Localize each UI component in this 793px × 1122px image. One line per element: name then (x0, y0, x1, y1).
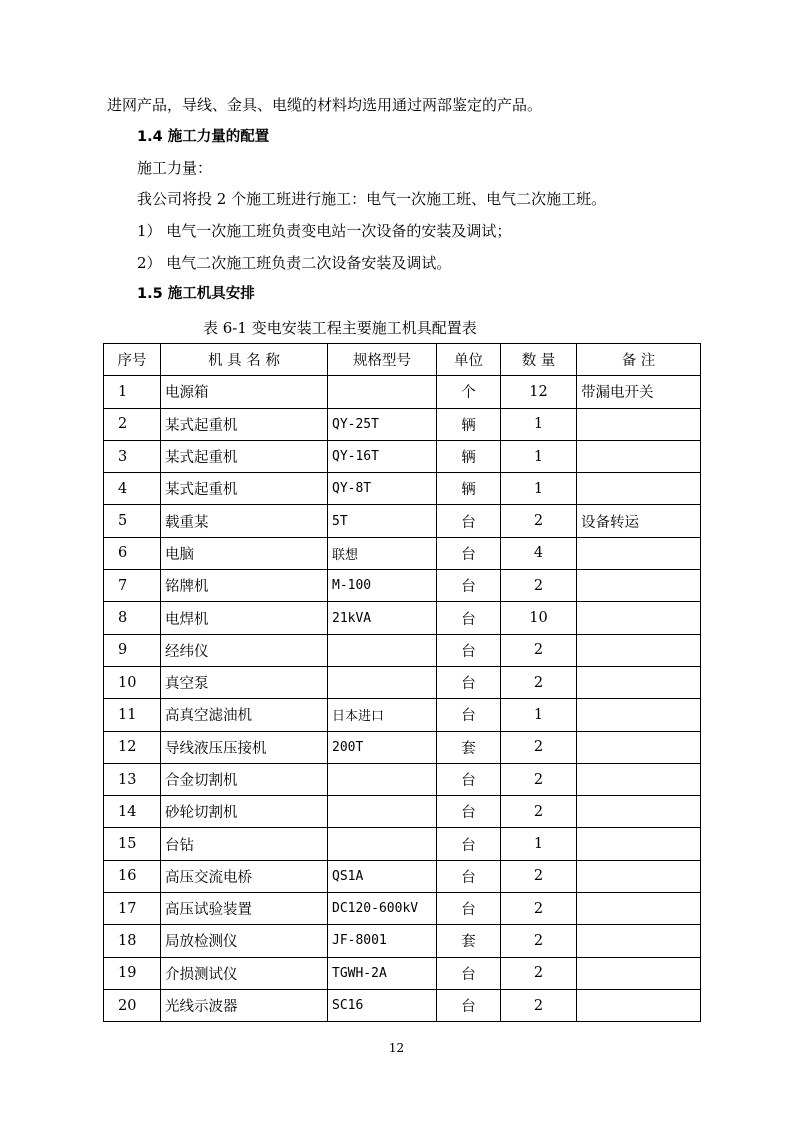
quantity-cell: 10 (501, 602, 577, 634)
spec-model-cell (328, 376, 437, 408)
paragraph-teams: 我公司将投 2 个施工班进行施工：电气一次施工班、电气二次施工班。 (137, 190, 607, 208)
remark-cell (577, 925, 701, 957)
row-number-cell: 8 (104, 602, 161, 634)
table-row (104, 376, 701, 408)
quantity-cell: 1 (501, 408, 577, 440)
table-body (104, 376, 701, 1022)
unit-cell: 台 (437, 957, 501, 989)
header-cell: 数 量 (501, 344, 577, 376)
paragraph-materials: 进网产品，导线、金具、电缆的材料均选用通过两部鉴定的产品。 (107, 96, 543, 114)
unit-cell: 台 (437, 634, 501, 666)
row-number-cell: 13 (104, 763, 161, 795)
row-number-cell: 3 (104, 440, 161, 472)
spec-model-cell (328, 634, 437, 666)
spec-model-cell (328, 828, 437, 860)
row-number-cell: 9 (104, 634, 161, 666)
equipment-name-cell: 光线示波器 (161, 989, 328, 1021)
table-row (104, 634, 701, 666)
quantity-cell: 1 (501, 440, 577, 472)
unit-cell: 台 (437, 537, 501, 569)
quantity-cell: 2 (501, 796, 577, 828)
unit-cell: 台 (437, 505, 501, 537)
remark-cell (577, 408, 701, 440)
header-cell: 规格型号 (328, 344, 437, 376)
row-number-cell: 20 (104, 989, 161, 1021)
remark-cell (577, 699, 701, 731)
equipment-name-cell: 铭牌机 (161, 570, 328, 602)
unit-cell: 台 (437, 763, 501, 795)
list-item-1: 1） 电气一次施工班负责变电站一次设备的安装及调试； (137, 222, 512, 240)
spec-model-cell: SC16 (328, 989, 437, 1021)
row-number-cell: 2 (104, 408, 161, 440)
table-row (104, 763, 701, 795)
remark-cell (577, 570, 701, 602)
remark-cell (577, 957, 701, 989)
remark-cell (577, 473, 701, 505)
equipment-name-cell: 电脑 (161, 537, 328, 569)
remark-cell (577, 602, 701, 634)
remark-cell: 设备转运 (577, 505, 701, 537)
quantity-cell: 4 (501, 537, 577, 569)
remark-cell (577, 666, 701, 698)
table-row (104, 989, 701, 1021)
spec-model-cell: QY-25T (328, 408, 437, 440)
spec-model-cell: QS1A (328, 860, 437, 892)
remark-cell (577, 828, 701, 860)
remark-cell (577, 989, 701, 1021)
equipment-name-cell: 某式起重机 (161, 473, 328, 505)
quantity-cell: 2 (501, 893, 577, 925)
quantity-cell: 2 (501, 925, 577, 957)
spec-model-cell (328, 666, 437, 698)
remark-cell (577, 731, 701, 763)
table-row (104, 505, 701, 537)
row-number-cell: 4 (104, 473, 161, 505)
equipment-name-cell: 砂轮切割机 (161, 796, 328, 828)
equipment-name-cell: 合金切割机 (161, 763, 328, 795)
unit-cell: 台 (437, 602, 501, 634)
row-number-cell: 5 (104, 505, 161, 537)
equipment-name-cell: 介损测试仪 (161, 957, 328, 989)
quantity-cell: 2 (501, 634, 577, 666)
remark-cell (577, 796, 701, 828)
table-caption: 表 6-1 变电安装工程主要施工机具配置表 (203, 319, 477, 337)
quantity-cell: 2 (501, 860, 577, 892)
header-cell: 单位 (437, 344, 501, 376)
quantity-cell: 2 (501, 763, 577, 795)
unit-cell: 台 (437, 893, 501, 925)
unit-cell: 套 (437, 731, 501, 763)
table-row (104, 440, 701, 472)
table-row (104, 699, 701, 731)
quantity-cell: 1 (501, 828, 577, 860)
spec-model-cell: TGWH-2A (328, 957, 437, 989)
row-number-cell: 18 (104, 925, 161, 957)
table-row (104, 602, 701, 634)
remark-cell (577, 763, 701, 795)
row-number-cell: 19 (104, 957, 161, 989)
table-row (104, 666, 701, 698)
equipment-name-cell: 高压试验装置 (161, 893, 328, 925)
unit-cell: 个 (437, 376, 501, 408)
unit-cell: 台 (437, 796, 501, 828)
table-row (104, 537, 701, 569)
unit-cell: 辆 (437, 440, 501, 472)
list-item-2: 2） 电气二次施工班负责二次设备安装及调试。 (137, 254, 452, 272)
equipment-name-cell: 真空泵 (161, 666, 328, 698)
unit-cell: 台 (437, 699, 501, 731)
header-cell: 备 注 (577, 344, 701, 376)
remark-cell (577, 893, 701, 925)
equipment-name-cell: 载重某 (161, 505, 328, 537)
spec-model-cell: 21kVA (328, 602, 437, 634)
remark-cell (577, 634, 701, 666)
equipment-name-cell: 某式起重机 (161, 408, 328, 440)
remark-cell (577, 860, 701, 892)
quantity-cell: 2 (501, 989, 577, 1021)
spec-model-cell: 日本进口 (328, 699, 437, 731)
unit-cell: 辆 (437, 408, 501, 440)
equipment-name-cell: 经纬仪 (161, 634, 328, 666)
table-row (104, 893, 701, 925)
unit-cell: 台 (437, 666, 501, 698)
equipment-name-cell: 电源箱 (161, 376, 328, 408)
table-row (104, 828, 701, 860)
header-cell: 序号 (104, 344, 161, 376)
table-row (104, 796, 701, 828)
quantity-cell: 2 (501, 570, 577, 602)
row-number-cell: 1 (104, 376, 161, 408)
row-number-cell: 16 (104, 860, 161, 892)
equipment-name-cell: 电焊机 (161, 602, 328, 634)
section-heading-1-4: 1.4 施工力量的配置 (137, 129, 270, 145)
spec-model-cell: 200T (328, 731, 437, 763)
spec-model-cell: JF-8001 (328, 925, 437, 957)
spec-model-cell: QY-16T (328, 440, 437, 472)
remark-cell: 带漏电开关 (577, 376, 701, 408)
unit-cell: 台 (437, 828, 501, 860)
spec-model-cell (328, 763, 437, 795)
row-number-cell: 15 (104, 828, 161, 860)
table-row (104, 408, 701, 440)
table-row (104, 731, 701, 763)
spec-model-cell: QY-8T (328, 473, 437, 505)
table-row (104, 925, 701, 957)
table-row (104, 570, 701, 602)
equipment-name-cell: 导线液压压接机 (161, 731, 328, 763)
remark-cell (577, 440, 701, 472)
row-number-cell: 17 (104, 893, 161, 925)
quantity-cell: 2 (501, 666, 577, 698)
equipment-name-cell: 局放检测仪 (161, 925, 328, 957)
paragraph-force-label: 施工力量： (137, 159, 213, 177)
equipment-name-cell: 台钻 (161, 828, 328, 860)
unit-cell: 台 (437, 989, 501, 1021)
quantity-cell: 1 (501, 699, 577, 731)
table-row (104, 473, 701, 505)
spec-model-cell: 联想 (328, 537, 437, 569)
row-number-cell: 6 (104, 537, 161, 569)
equipment-table (103, 343, 701, 1022)
section-heading-1-5: 1.5 施工机具安排 (137, 286, 255, 302)
row-number-cell: 7 (104, 570, 161, 602)
spec-model-cell: DC120-600kV (328, 893, 437, 925)
table-row (104, 860, 701, 892)
unit-cell: 辆 (437, 473, 501, 505)
equipment-name-cell: 高压交流电桥 (161, 860, 328, 892)
unit-cell: 台 (437, 570, 501, 602)
row-number-cell: 11 (104, 699, 161, 731)
spec-model-cell (328, 796, 437, 828)
quantity-cell: 2 (501, 957, 577, 989)
spec-model-cell: 5T (328, 505, 437, 537)
remark-cell (577, 537, 701, 569)
page-number: 12 (388, 1041, 405, 1055)
quantity-cell: 12 (501, 376, 577, 408)
unit-cell: 套 (437, 925, 501, 957)
quantity-cell: 1 (501, 473, 577, 505)
quantity-cell: 2 (501, 731, 577, 763)
row-number-cell: 10 (104, 666, 161, 698)
header-cell: 机 具 名 称 (161, 344, 328, 376)
unit-cell: 台 (437, 860, 501, 892)
row-number-cell: 14 (104, 796, 161, 828)
table-row (104, 957, 701, 989)
equipment-name-cell: 某式起重机 (161, 440, 328, 472)
table-header-row (104, 344, 701, 376)
row-number-cell: 12 (104, 731, 161, 763)
quantity-cell: 2 (501, 505, 577, 537)
equipment-name-cell: 高真空滤油机 (161, 699, 328, 731)
spec-model-cell: M-100 (328, 570, 437, 602)
